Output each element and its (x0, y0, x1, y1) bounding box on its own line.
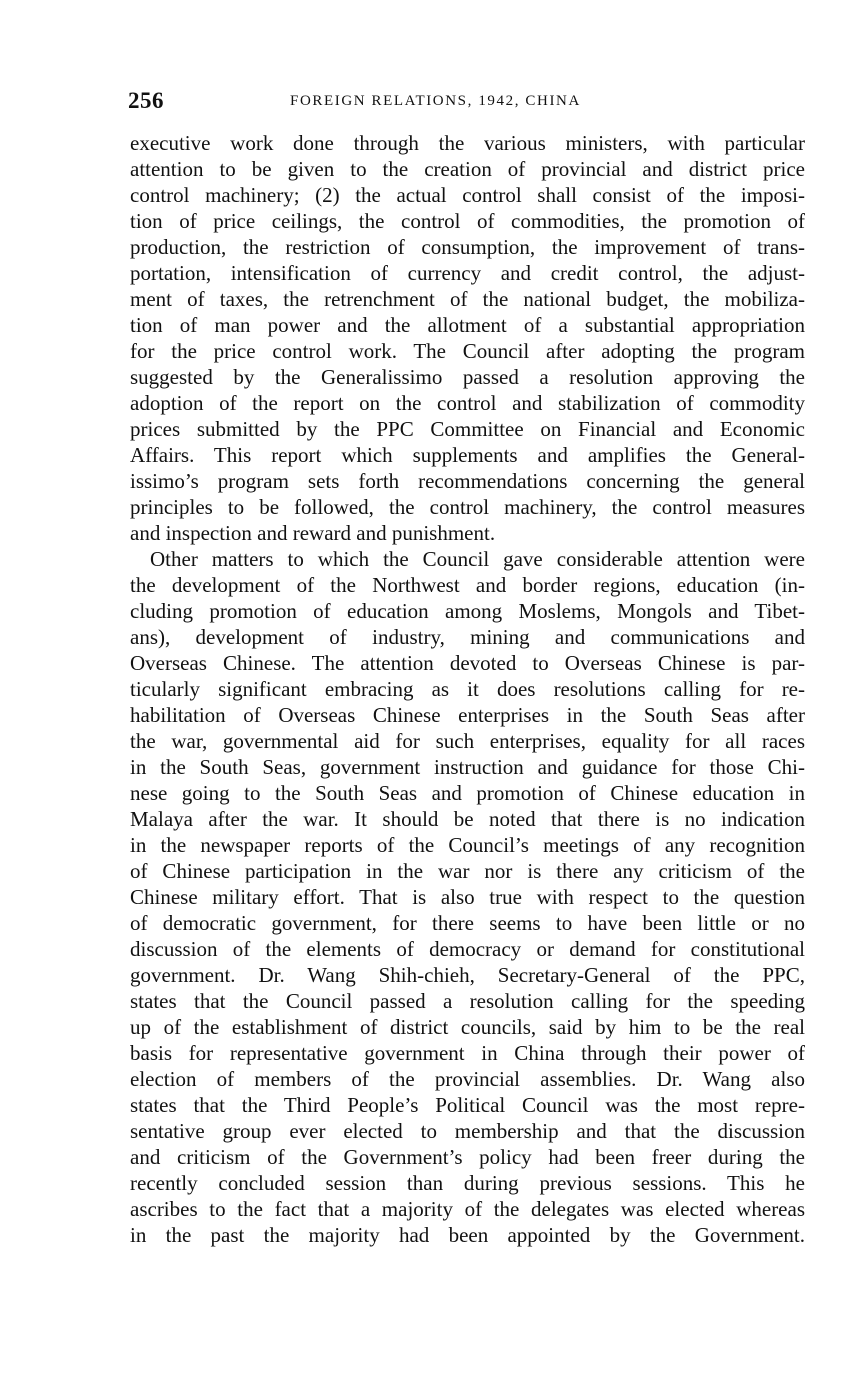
text-line: up of the establishment of district councils, said by him to be the real (130, 1015, 805, 1039)
text-line: ticularly significant embracing as it does resolutions calling for re- (130, 677, 805, 701)
body-text (130, 130, 805, 1248)
text-line: Overseas Chinese. The attention devoted to Overseas Chinese is par- (130, 651, 805, 675)
text-line: principles to be followed, the control machinery, the control measures (130, 495, 805, 519)
text-line: portation, intensification of currency and credit control, the adjust- (130, 261, 805, 285)
text-line: Affairs. This report which supplements and amplifies the General- (130, 443, 805, 467)
text-line: control machinery; (2) the actual control shall consist of the imposi- (130, 183, 805, 207)
paragraph-2 (130, 546, 805, 1248)
text-line: basis for representative government in China through their power of (130, 1041, 805, 1065)
text-line: Malaya after the war. It should be noted that there is no indication (130, 807, 805, 831)
text-line: habilitation of Overseas Chinese enterprises in the South Seas after (130, 703, 805, 727)
text-line: of democratic government, for there seems to have been little or no (130, 911, 805, 935)
text-line: for the price control work. The Council after adopting the program (130, 339, 805, 363)
text-line: election of members of the provincial assemblies. Dr. Wang also (130, 1067, 805, 1091)
text-line: tion of price ceilings, the control of commodities, the promotion of (130, 209, 805, 233)
text-line: states that the Council passed a resolution calling for the speeding (130, 989, 805, 1013)
text-line: production, the restriction of consumption, the improvement of trans- (130, 235, 805, 259)
text-line: cluding promotion of education among Moslems, Mongols and Tibet- (130, 599, 805, 623)
text-line: recently concluded session than during previous sessions. This he (130, 1171, 805, 1195)
text-line: the development of the Northwest and border regions, education (in- (130, 573, 805, 597)
text-line: in the newspaper reports of the Council’s meetings of any recognition (130, 833, 805, 857)
text-line: Other matters to which the Council gave considerable attention were (150, 547, 805, 571)
text-line: discussion of the elements of democracy or demand for constitutional (130, 937, 805, 961)
paragraph-1 (130, 130, 805, 546)
running-head: FOREIGN RELATIONS, 1942, CHINA (290, 93, 581, 109)
text-line: of Chinese participation in the war nor is there any criticism of the (130, 859, 805, 883)
page-header (128, 88, 805, 118)
page-number: 256 (128, 88, 164, 113)
text-line: suggested by the Generalissimo passed a resolution approving the (130, 365, 805, 389)
text-line: nese going to the South Seas and promotion of Chinese education in (130, 781, 805, 805)
text-line: government. Dr. Wang Shih-chieh, Secretary-General of the PPC, (130, 963, 805, 987)
text-line: attention to be given to the creation of provincial and district price (130, 157, 805, 181)
text-line: states that the Third People’s Political Council was the most repre- (130, 1093, 805, 1117)
text-line: issimo’s program sets forth recommendations concerning the general (130, 469, 805, 493)
text-line: ment of taxes, the retrenchment of the national budget, the mobiliza- (130, 287, 805, 311)
text-line: prices submitted by the PPC Committee on Financial and Economic (130, 417, 805, 441)
text-line: ascribes to the fact that a majority of the delegates was elected whereas (130, 1197, 805, 1221)
text-line: and inspection and reward and punishment. (130, 521, 496, 545)
text-line: tion of man power and the allotment of a substantial appropriation (130, 313, 805, 337)
text-line: executive work done through the various ministers, with particular (130, 131, 805, 155)
text-line: adoption of the report on the control and stabilization of commodity (130, 391, 805, 415)
text-line: ans), development of industry, mining and communications and (130, 625, 805, 649)
text-line: and criticism of the Government’s policy had been freer during the (130, 1145, 805, 1169)
text-line: in the past the majority had been appointed by the Government. (130, 1223, 805, 1247)
text-line: the war, governmental aid for such enterprises, equality for all races (130, 729, 805, 753)
text-line: Chinese military effort. That is also true with respect to the question (130, 885, 805, 909)
text-line: sentative group ever elected to membership and that the discussion (130, 1119, 805, 1143)
text-line: in the South Seas, government instruction and guidance for those Chi- (130, 755, 805, 779)
